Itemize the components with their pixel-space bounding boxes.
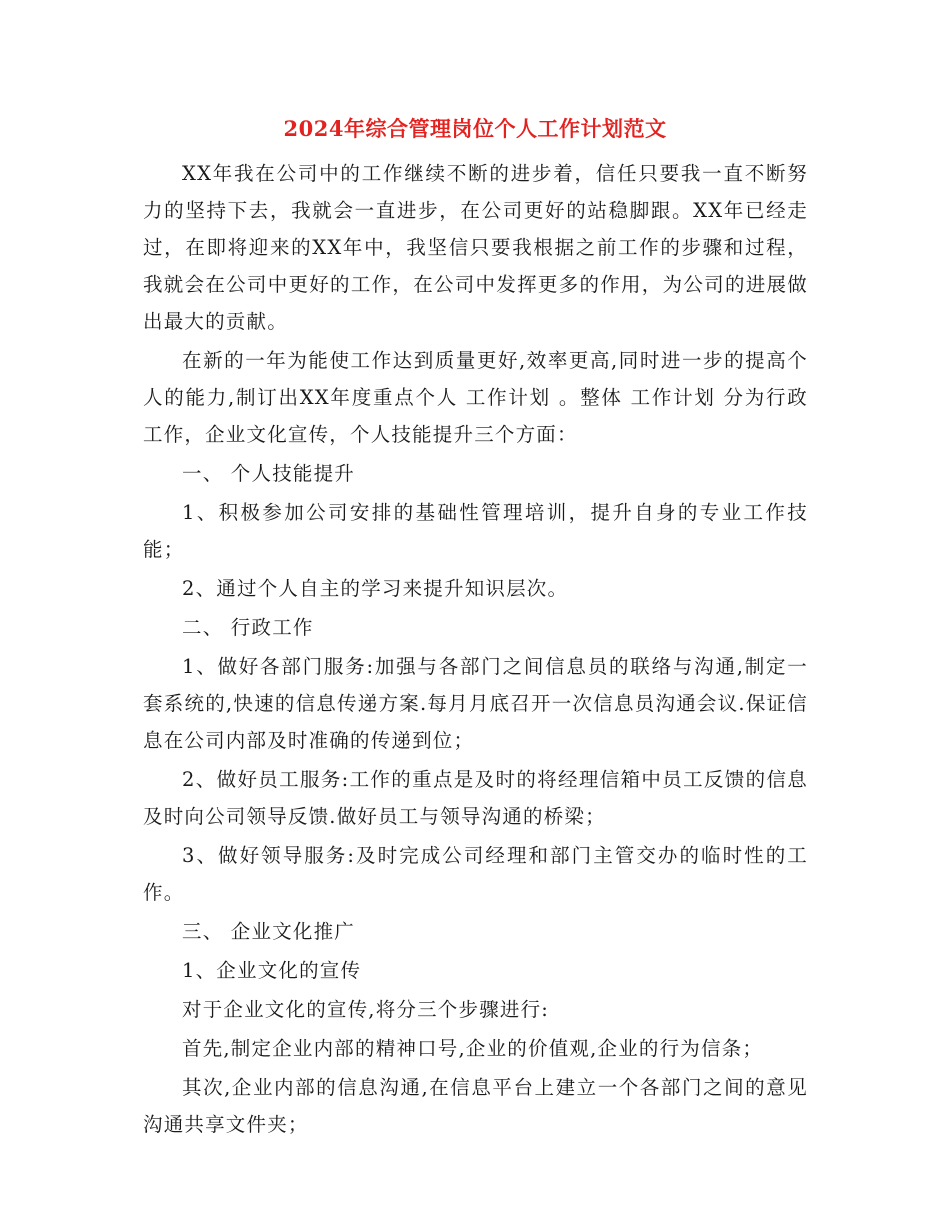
paragraph-intro: XX年我在公司中的工作继续不断的进步着，信任只要我一直不断努力的坚持下去，我就会一直进步，在公司更好的站稳脚跟。XX年已经走过，在即将迎来的XX年中，我坚信只要我根据之前工作的步骤和过程，我就会在公司中更好的工作，在公司中发挥更多的作用，为公司的进展做出最大的贡献。: [143, 162, 808, 333]
paragraph-culture-steps: 对于企业文化的宣传,将分三个步骤进行:: [182, 998, 550, 1021]
paragraph-step-second: 其次,企业内部的信息沟通,在信息平台上建立一个各部门之间的意见沟通共享文件夹；: [143, 1076, 808, 1136]
document-title: 2024年综合管理岗位个人工作计划范文: [283, 116, 667, 141]
section-heading-admin: 二、 行政工作: [182, 616, 314, 639]
section-heading-skills: 一、 个人技能提升: [182, 462, 355, 485]
paragraph-step-first: 首先,制定企业内部的精神口号,企业的价值观,企业的行为信条；: [182, 1037, 764, 1060]
paragraph-plan-overview: 在新的一年为能使工作达到质量更好,效率更高,同时进一步的提高个人的能力,制订出XX年度重点个人 工作计划 。整体 工作计划 分为行政工作，企业文化宣传，个人技能提升三个方面：: [143, 349, 808, 446]
list-item-admin-3: 3、做好领导服务:及时完成公司经理和部门主管交办的临时性的工作。: [143, 844, 808, 904]
section-heading-culture: 三、 企业文化推广: [182, 920, 355, 943]
list-item-culture-1: 1、企业文化的宣传: [182, 959, 362, 982]
list-item-admin-1: 1、做好各部门服务:加强与各部门之间信息员的联络与沟通,制定一套系统的,快速的信息传递方案.每月月底召开一次信息员沟通会议.保证信息在公司内部及时准确的传递到位；: [143, 655, 808, 752]
list-item-skills-2: 2、通过个人自主的学习来提升知识层次。: [182, 577, 569, 600]
document-body: [143, 155, 808, 1143]
list-item-admin-2: 2、做好员工服务:工作的重点是及时的将经理信箱中员工反馈的信息及时向公司领导反馈.做好员工与领导沟通的桥梁；: [143, 768, 808, 828]
list-item-skills-1: 1、积极参加公司安排的基础性管理培训，提升自身的专业工作技能；: [143, 501, 808, 561]
